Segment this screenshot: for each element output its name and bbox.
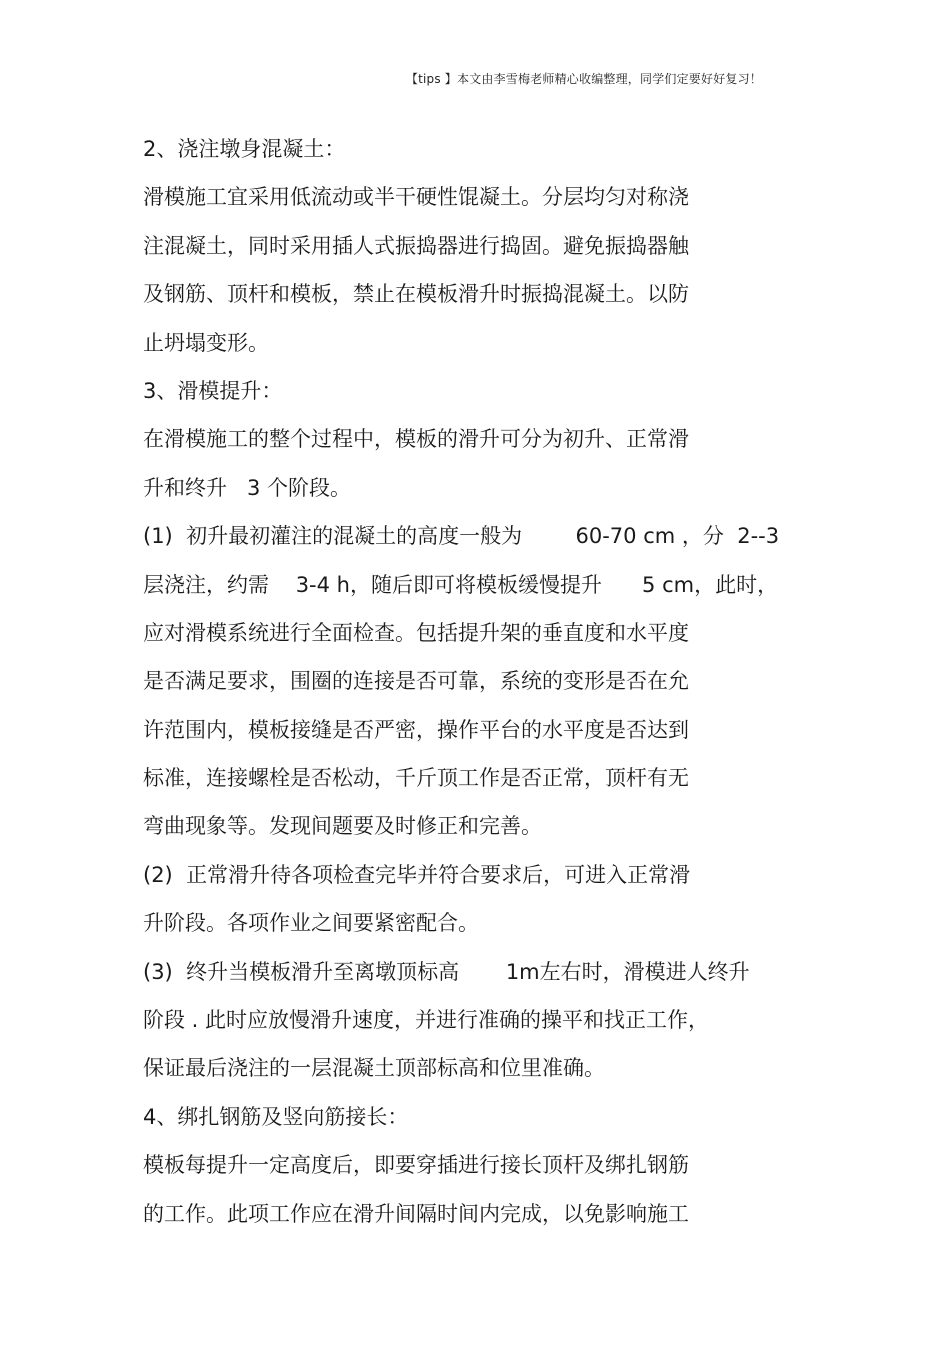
text-line: 滑模施工宜采用低流动或半干硬性馄凝土。分层均匀对称浇: [143, 185, 689, 210]
text-line: 应对滑模系统进行全面检查。包括提升架的垂直度和水平度: [143, 620, 689, 645]
body-text: [143, 125, 863, 1238]
text-line: 模板每提升一定高度后，即要穿插进行接长顶杆及绑扎钢筋: [143, 1153, 689, 1178]
text-line: (3) 终升当模板滑升至离墩顶标高 1m左右时，滑模进人终升: [143, 959, 750, 984]
text-line: 升阶段。各项作业之间要紧密配合。: [143, 911, 479, 936]
text-line: 在滑模施工的整个过程中，模板的滑升可分为初升、正常滑: [143, 427, 689, 452]
text-line: 许范围内，模板接缝是否严密，操作平台的水平度是否达到: [143, 717, 689, 742]
text-line: 层浇注，约需 3-4 h，随后即可将模板缓慢提升 5 cm，此时，: [143, 572, 779, 597]
text-line: 的工作。此项工作应在滑升间隔时间内完成，以免影响施工: [143, 1201, 689, 1226]
text-line: 标准，连接螺栓是否松动，千斤顶工作是否正常，顶杆有无: [143, 766, 689, 791]
text-line: 止坍塌变形。: [143, 330, 269, 355]
text-line: (2) 正常滑升待各项检查完毕并符合要求后，可进入正常滑: [143, 862, 691, 887]
text-line: 保证最后浇注的一层混凝土顶部标高和位里准确。: [143, 1056, 605, 1081]
header-note: 【tips 】本文由李雪梅老师精心收编整理，同学们定要好好复习！: [405, 72, 762, 86]
section-heading-4: 4、绑扎钢筋及竖向筋接长：: [143, 1104, 409, 1129]
text-line: 弯曲现象等。发现间题要及时修正和完善。: [143, 814, 542, 839]
text-line: (1) 初升最初灌注的混凝土的高度一般为 60-70 cm ，分 2--3: [143, 524, 780, 549]
text-line: 升和终升 3 个阶段。: [143, 475, 352, 500]
section-heading-2: 2、浇注墩身混凝土：: [143, 137, 346, 161]
section-heading-3: 3、滑模提升：: [143, 378, 283, 403]
text-line: 是否满足要求，围圈的连接是否可靠，系统的变形是否在允: [143, 669, 689, 694]
text-line: 注混凝土，同时采用插人式振捣器进行捣固。避免振捣器触: [143, 233, 689, 258]
text-line: 及钢筋、顶杆和模板，禁止在模板滑升时振捣混凝土。以防: [143, 282, 689, 307]
text-line: 阶段 . 此时应放慢滑升速度，并进行准确的操平和找正工作，: [143, 1008, 710, 1033]
